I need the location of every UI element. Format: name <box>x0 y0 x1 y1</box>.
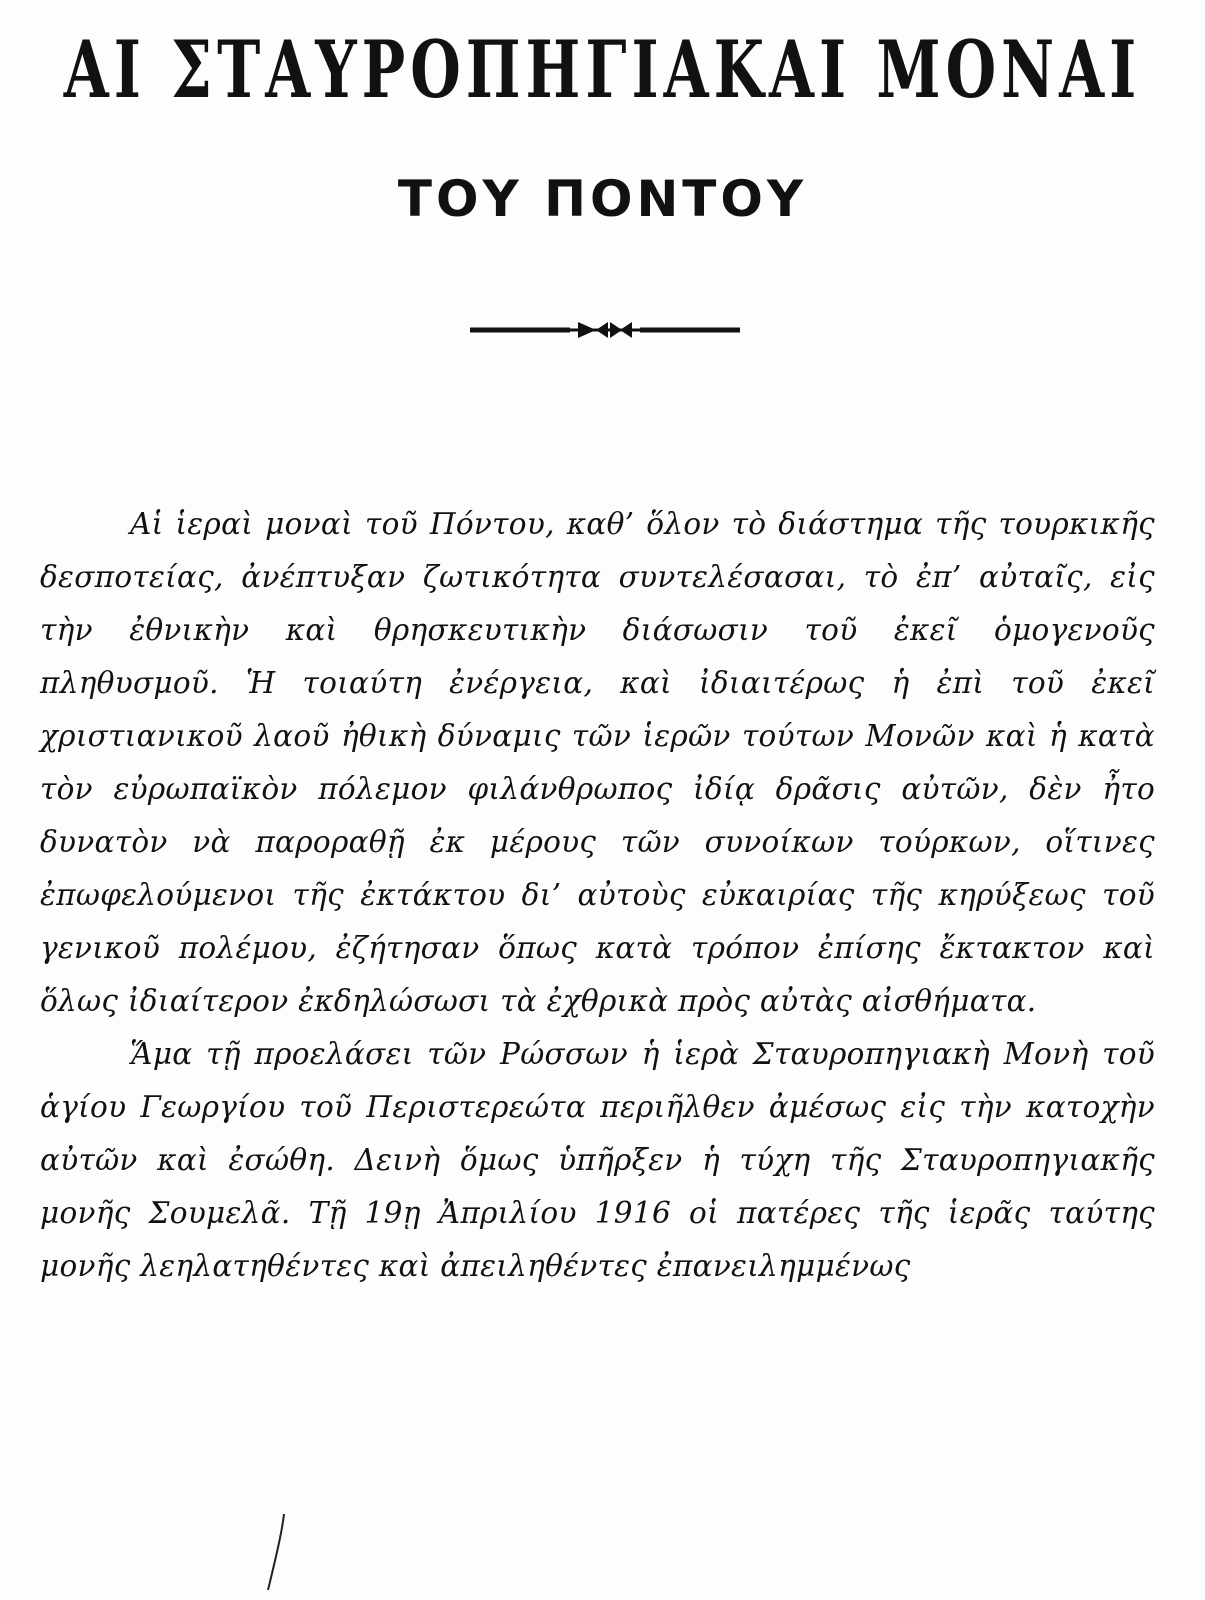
paragraph-2: Ἅμα τῇ προελάσει τῶν Ρώσσων ἡ ἱερὰ Σταυροπηγιακὴ Μονὴ τοῦ ἁγίου Γεωργίου τοῦ Περιστερεώτα περιῆλθεν ἀμέσως εἰς τὴν κατοχὴν αὐτῶν καὶ ἐσώθη. Δεινὴ ὅμως ὑπῆρξεν ἡ τύχη τῆς Σταυροπηγιακῆς μονῆς Σουμελᾶ. Τῇ 19ῃ Ἀπριλίου 1916 οἱ πατέρες τῆς ἱερᾶς ταύτης μονῆς λεηλατηθέντες καὶ ἀπειληθέντες ἐπανειλημμένως <box>40 1037 1155 1283</box>
paragraph-1: Αἱ ἱεραὶ μοναὶ τοῦ Πόντου, καθ’ ὅλον τὸ διάστημα τῆς τουρκικῆς δεσποτείας, ἀνέπτυξαν ζωτικότητα συντελέσασαι, τὸ ἐπ’ αὐταῖς, εἰς τὴν ἐθνικὴν καὶ θρησκευτικὴν διάσωσιν τοῦ ἐκεῖ ὁμογενοῦς πληθυσμοῦ. Ἡ τοιαύτη ἐνέργεια, καὶ ἰδιαιτέρως ἡ ἐπὶ τοῦ ἐκεῖ χριστιανικοῦ λαοῦ ἠθικὴ δύναμις τῶν ἱερῶν τούτων Μονῶν καὶ ἡ κατὰ τὸν εὐρωπαϊκὸν πόλεμον φιλάνθρωπος ἰδίᾳ δρᾶσις αὐτῶν, δὲν ἦτο δυνατὸν νὰ παροραθῇ ἐκ μέρους τῶν συνοίκων τούρκων, οἵτινες ἐπωφελούμενοι τῆς ἐκτάκτου δι’ αὐτοὺς εὐκαιρίας τῆς κηρύξεως τοῦ γενικοῦ πολέμου, ἐζήτησαν ὅπως κατὰ τρόπον ἐπίσης ἔκτακτον καὶ ὅλως ἰδιαίτερον ἐκδηλώσωσι τὰ ἐχθρικὰ πρὸς αὐτὰς αἰσθήματα. <box>40 507 1155 1018</box>
document-subtitle: ΤΟΥ ΠΟΝΤΟΥ <box>397 170 808 228</box>
body-text <box>40 498 1155 1293</box>
document-title: ΑΙ ΣΤΑΥΡΟΠΗΓΙΑΚΑΙ ΜΟΝΑΙ <box>63 23 1142 116</box>
divider-ornament-icon <box>470 318 740 342</box>
pen-stroke-icon <box>262 1512 302 1592</box>
